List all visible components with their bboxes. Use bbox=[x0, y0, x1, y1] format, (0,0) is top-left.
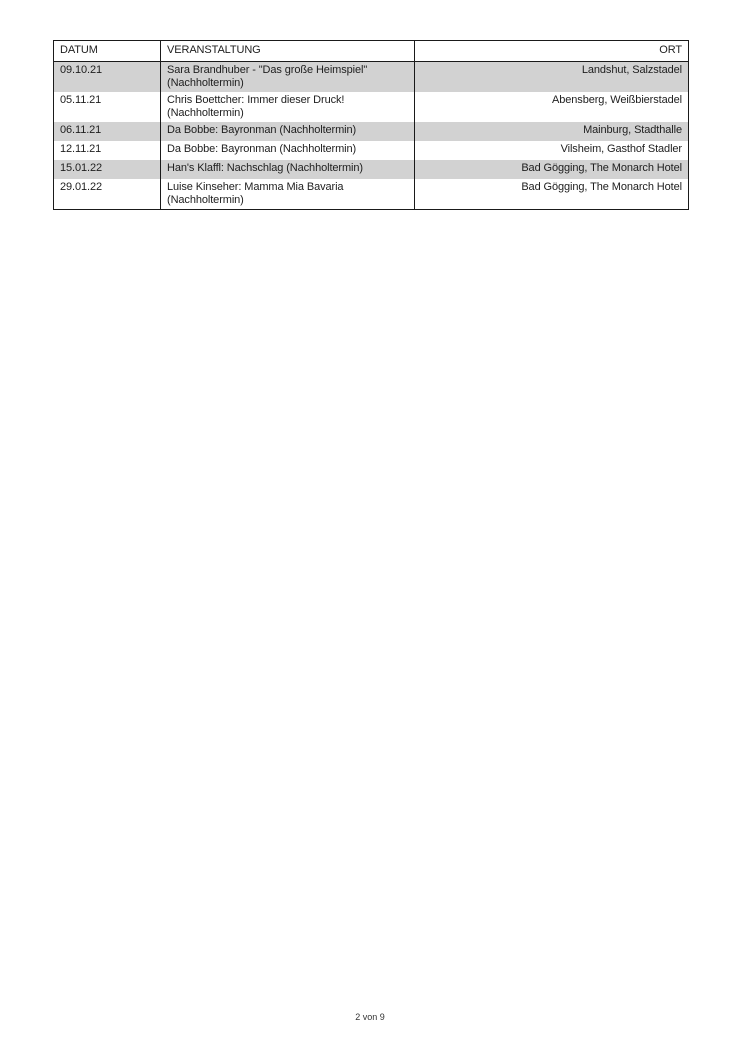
event-title: Da Bobbe: Bayronman (Nachholtermin) bbox=[167, 143, 357, 155]
header-place: ORT bbox=[415, 41, 689, 62]
event-title: Han's Klaffl: Nachschlag (Nachholtermin) bbox=[167, 162, 363, 174]
header-event: VERANSTALTUNG bbox=[161, 41, 415, 62]
cell-event bbox=[161, 92, 415, 122]
cell-event bbox=[161, 122, 415, 141]
cell-place: Vilsheim, Gasthof Stadler bbox=[415, 141, 689, 160]
cell-date: 06.11.21 bbox=[54, 122, 161, 141]
cell-event bbox=[161, 62, 415, 93]
cell-date: 15.01.22 bbox=[54, 160, 161, 179]
cell-date: 12.11.21 bbox=[54, 141, 161, 160]
cell-event bbox=[161, 179, 415, 210]
cell-date: 09.10.21 bbox=[54, 62, 161, 93]
cell-date: 05.11.21 bbox=[54, 92, 161, 122]
table-row bbox=[54, 92, 689, 122]
table-header-row bbox=[54, 41, 689, 62]
page-number: 2 von 9 bbox=[355, 1012, 385, 1022]
events-table bbox=[53, 40, 689, 210]
cell-place: Abensberg, Weißbierstadel bbox=[415, 92, 689, 122]
event-title: Da Bobbe: Bayronman (Nachholtermin) bbox=[167, 124, 357, 136]
table-row bbox=[54, 141, 689, 160]
cell-event bbox=[161, 160, 415, 179]
event-title: Chris Boettcher: Immer dieser Druck! bbox=[167, 94, 345, 106]
table-row bbox=[54, 179, 689, 210]
cell-date: 29.01.22 bbox=[54, 179, 161, 210]
event-note: (Nachholtermin) bbox=[167, 107, 244, 119]
cell-event bbox=[161, 141, 415, 160]
event-title: Sara Brandhuber - "Das große Heimspiel" bbox=[167, 64, 368, 76]
event-note: (Nachholtermin) bbox=[167, 194, 244, 206]
event-note: (Nachholtermin) bbox=[167, 77, 244, 89]
cell-place: Mainburg, Stadthalle bbox=[415, 122, 689, 141]
table-row bbox=[54, 160, 689, 179]
table-row bbox=[54, 62, 689, 93]
cell-place: Bad Gögging, The Monarch Hotel bbox=[415, 179, 689, 210]
table-row bbox=[54, 122, 689, 141]
cell-place: Landshut, Salzstadel bbox=[415, 62, 689, 93]
header-date: DATUM bbox=[54, 41, 161, 62]
cell-place: Bad Gögging, The Monarch Hotel bbox=[415, 160, 689, 179]
event-title: Luise Kinseher: Mamma Mia Bavaria bbox=[167, 181, 344, 193]
